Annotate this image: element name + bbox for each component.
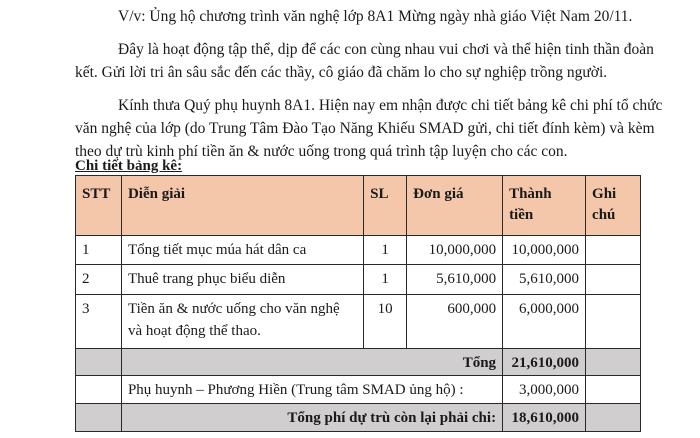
total-label: Tổng: [121, 349, 502, 376]
paragraph-1-line-1: Đây là hoạt động tập thể, dịp để các con cùng nhau vui chơi và thể hiện tinh thần đoàn: [118, 41, 654, 58]
subject-line: V/v: Ủng hộ chương trình văn nghệ lớp 8A1 Mừng ngày nhà giáo Việt Nam 20/11.: [118, 8, 633, 25]
header-unit-price: Đơn giá: [407, 176, 503, 236]
cell-empty: [586, 404, 641, 432]
cell-stt: 1: [76, 236, 122, 265]
support-label: Phụ huynh – Phương Hiền (Trung tâm SMAD ủng hộ) :: [121, 376, 502, 404]
cell-empty: [586, 349, 641, 376]
header-amount: Thành tiền: [503, 176, 586, 236]
cell-empty: [76, 376, 122, 404]
cell-empty: [76, 404, 122, 432]
cell-unit-price: 600,000: [407, 295, 503, 349]
table-row: [76, 265, 641, 295]
cell-quantity: 1: [364, 236, 407, 265]
paragraph-2-line-2: văn nghệ của lớp (do Trung Tâm Đào Tạo Năng Khiếu SMAD gửi, chi tiết đính kèm) và kèm: [75, 120, 655, 137]
support-row: [76, 376, 641, 404]
header-note: Ghi chú: [586, 176, 641, 236]
remaining-value: 18,610,000: [503, 404, 586, 432]
support-value: 3,000,000: [503, 376, 586, 404]
table-header-row: [76, 176, 641, 236]
total-row: [76, 349, 641, 376]
table-row: [76, 236, 641, 265]
header-description: Diễn giải: [121, 176, 363, 236]
cell-amount: 10,000,000: [503, 236, 586, 265]
cell-note: [586, 295, 641, 349]
cost-table: [75, 175, 641, 432]
cell-description: Tổng tiết mục múa hát dân ca: [121, 236, 363, 265]
paragraph-1-line-2: kết. Gửi lời tri ân sâu sắc đến các thầy, cô giáo đã chăm lo cho sự nghiệp trồng người.: [75, 64, 608, 81]
cell-quantity: 10: [364, 295, 407, 349]
total-value: 21,610,000: [503, 349, 586, 376]
cell-unit-price: 10,000,000: [407, 236, 503, 265]
cell-description: Tiền ăn & nước uống cho văn nghệ và hoạt động thể thao.: [121, 295, 363, 349]
table-heading: Chi tiết bảng kê:: [75, 158, 183, 174]
cell-empty: [76, 349, 122, 376]
cell-unit-price: 5,610,000: [407, 265, 503, 295]
cell-description: Thuê trang phục biểu diễn: [121, 265, 363, 295]
paragraph-2-line-3: theo dự trù kinh phí tiền ăn & nước uống trong quá trình tập luyện cho các con.: [75, 143, 568, 160]
cell-note: [586, 236, 641, 265]
remaining-row: [76, 404, 641, 432]
paragraph-2-line-1: Kính thưa Quý phụ huynh 8A1. Hiện nay em nhận được chi tiết bảng kê chi phí tổ chức: [118, 97, 663, 114]
cell-empty: [586, 376, 641, 404]
cell-quantity: 1: [364, 265, 407, 295]
table-row: [76, 295, 641, 349]
header-quantity: SL: [364, 176, 407, 236]
remaining-label: Tổng phí dự trù còn lại phải chi:: [121, 404, 502, 432]
cell-note: [586, 265, 641, 295]
cell-amount: 6,000,000: [503, 295, 586, 349]
cell-stt: 2: [76, 265, 122, 295]
cell-stt: 3: [76, 295, 122, 349]
header-stt: STT: [76, 176, 122, 236]
cell-amount: 5,610,000: [503, 265, 586, 295]
